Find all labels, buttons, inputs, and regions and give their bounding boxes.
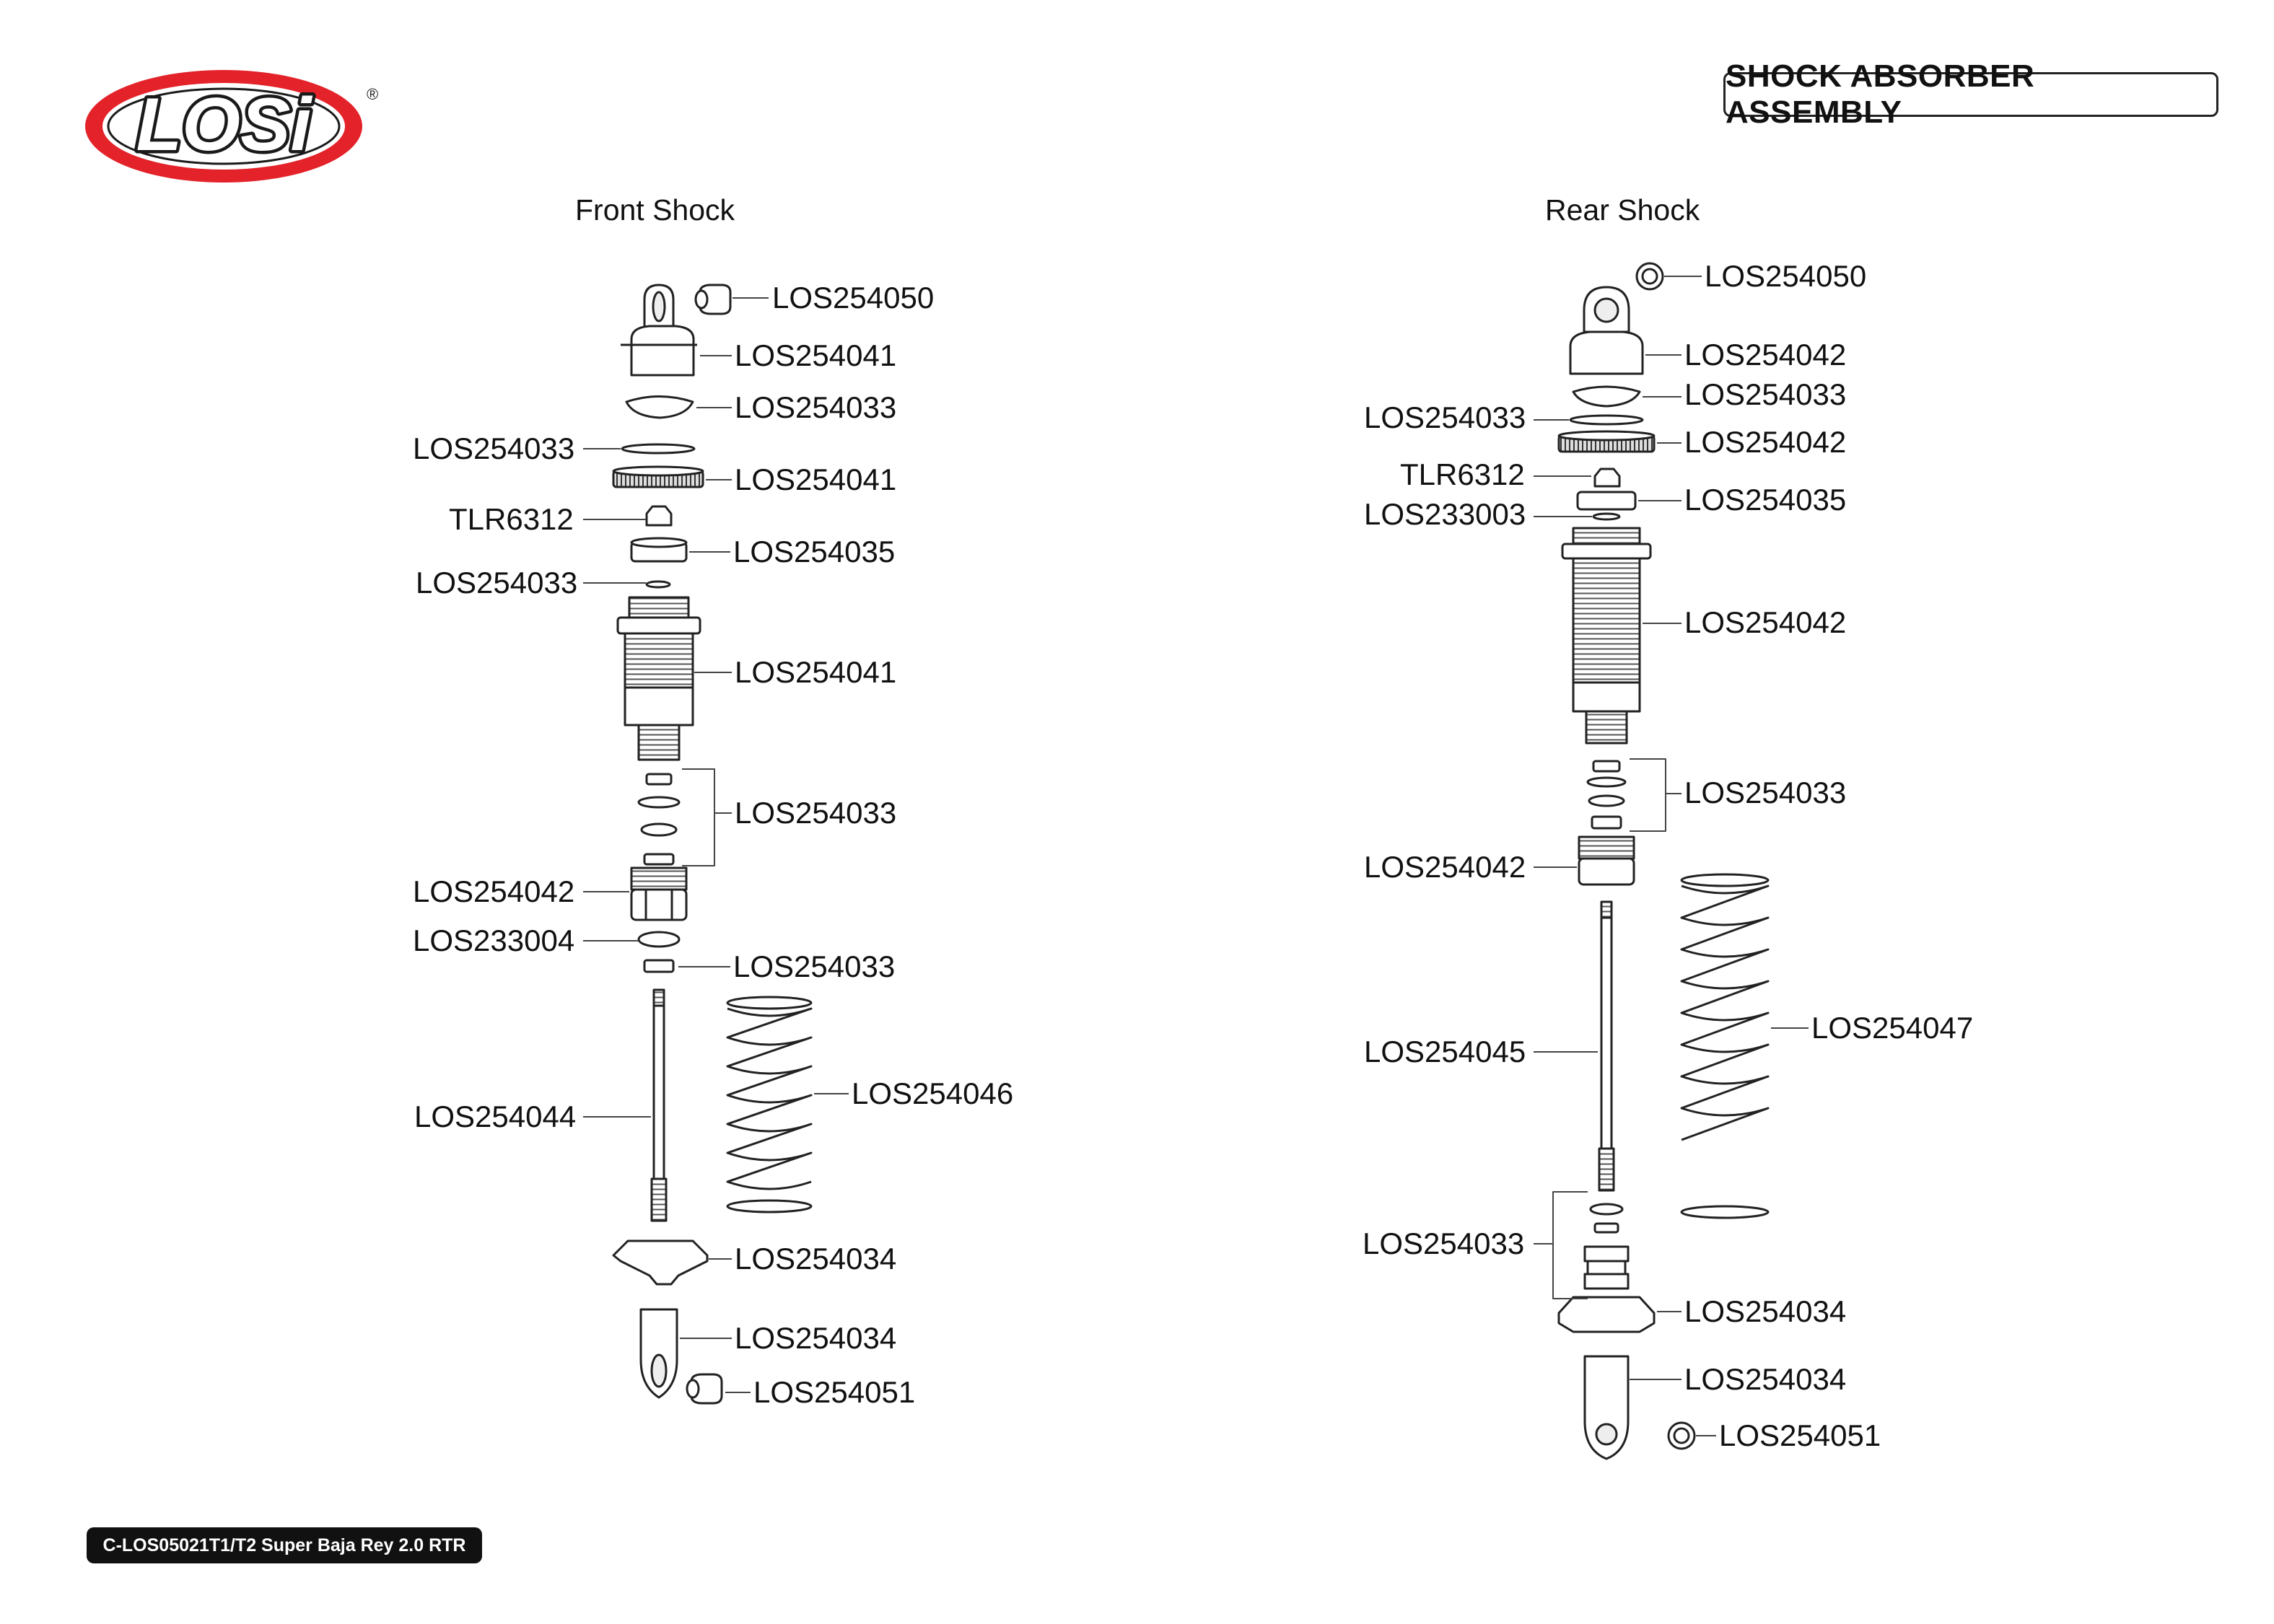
rear-shock-cap <box>1570 287 1643 374</box>
model-footer-badge: C-LOS05021T1/T2 Super Baja Rey 2.0 RTR <box>87 1527 482 1563</box>
front-label-lower-bushing: LOS254051 <box>753 1375 916 1409</box>
front-label-ball-end: LOS254050 <box>772 281 935 315</box>
page-title: SHOCK ABSORBER ASSEMBLY <box>1723 72 2218 117</box>
front-label-nut: TLR6312 <box>449 502 574 536</box>
rear-label-collar: LOS254042 <box>1684 425 1847 459</box>
front-ball-end <box>696 285 730 314</box>
rear-upper-bushing <box>1637 263 1663 289</box>
rear-label-piston: LOS254035 <box>1684 483 1847 517</box>
rear-seal-stack <box>1588 761 1625 828</box>
front-bushing <box>639 932 679 947</box>
rear-label-cap: LOS254042 <box>1684 338 1847 372</box>
front-spring <box>727 997 811 1212</box>
rear-label-cap-cup: LOS254033 <box>1684 377 1847 411</box>
registered-mark: ® <box>367 85 379 103</box>
rear-bump-stops <box>1585 1204 1628 1289</box>
rear-cap-cup <box>1573 387 1640 406</box>
rear-shock-shaft <box>1599 902 1614 1190</box>
rear-shock-body <box>1562 528 1650 743</box>
rear-spring-retainer <box>1559 1297 1654 1332</box>
rear-label-bump-stops: LOS254033 <box>1363 1226 1525 1260</box>
front-label-body: LOS254041 <box>735 655 897 689</box>
front-label-shaft: LOS254044 <box>414 1100 577 1133</box>
rear-label-nut: TLR6312 <box>1400 457 1525 491</box>
rear-label-seal-stack: LOS254033 <box>1684 776 1847 809</box>
front-label-bottom-cap: LOS254042 <box>413 874 575 908</box>
rear-label-shaft: LOS254045 <box>1364 1035 1526 1068</box>
front-label-oring-2: LOS254033 <box>416 566 578 600</box>
rear-label-oring-2: LOS233003 <box>1364 497 1526 531</box>
front-shock-title: Front Shock <box>575 193 735 227</box>
rear-shock-title: Rear Shock <box>1545 193 1700 227</box>
front-seal-stack <box>639 774 679 864</box>
front-shock-body <box>618 597 700 760</box>
front-label-rod-end: LOS254034 <box>735 1321 897 1355</box>
rear-label-lower-bushing: LOS254051 <box>1719 1418 1881 1452</box>
front-label-cap-cup: LOS254033 <box>735 390 897 424</box>
rear-rod-end <box>1585 1356 1628 1459</box>
rear-oring-2 <box>1593 514 1619 519</box>
rear-label-spring-retainer: LOS254034 <box>1684 1294 1847 1328</box>
front-label-spring: LOS254046 <box>852 1076 1014 1110</box>
front-label-oring-1: LOS254033 <box>413 431 575 465</box>
front-label-bump-stop: LOS254033 <box>733 949 896 983</box>
front-label-cap: LOS254041 <box>735 338 897 372</box>
rear-piston <box>1578 492 1635 509</box>
front-label-bushing: LOS233004 <box>413 923 575 957</box>
front-label-seal-stack: LOS254033 <box>735 796 897 830</box>
front-nut <box>647 506 671 525</box>
front-shock-cap <box>621 285 697 375</box>
front-shock-parts <box>613 285 811 1403</box>
rear-bottom-cap <box>1579 837 1634 885</box>
rear-label-oring-1: LOS254033 <box>1364 400 1526 434</box>
rear-label-body: LOS254042 <box>1684 605 1847 639</box>
front-shock-shaft <box>652 990 666 1221</box>
rear-oring-1 <box>1570 416 1643 424</box>
rear-label-bottom-cap: LOS254042 <box>1364 850 1526 884</box>
rear-label-upper-bushing: LOS254050 <box>1705 259 1867 293</box>
logo-text: LOSi <box>136 83 312 167</box>
front-rod-end <box>641 1309 677 1397</box>
front-label-spring-retainer: LOS254034 <box>735 1242 897 1276</box>
rear-label-rod-end: LOS254034 <box>1684 1362 1847 1396</box>
front-cap-cup <box>626 397 693 418</box>
front-spring-retainer <box>613 1241 707 1284</box>
front-oring-1 <box>622 444 694 453</box>
front-lower-bushing <box>687 1374 722 1403</box>
rear-label-spring: LOS254047 <box>1811 1011 1974 1045</box>
front-bump-stop <box>644 960 673 972</box>
rear-lower-bushing <box>1669 1423 1694 1449</box>
front-oring-2 <box>647 581 670 587</box>
front-label-collar: LOS254041 <box>735 462 897 496</box>
front-bottom-cap <box>631 868 686 920</box>
front-label-piston: LOS254035 <box>733 535 896 569</box>
rear-spring <box>1682 874 1768 1218</box>
rear-nut <box>1595 469 1619 486</box>
